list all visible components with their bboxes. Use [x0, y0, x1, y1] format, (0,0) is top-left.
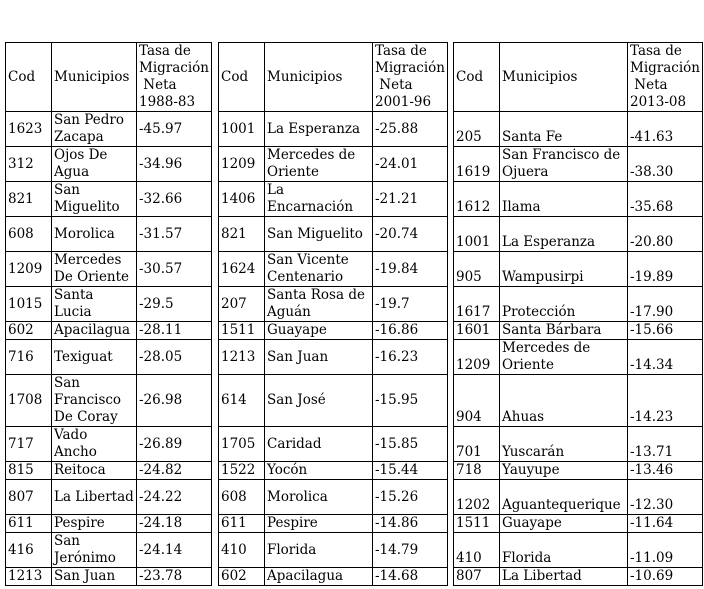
- cell-tasa: -15.66: [628, 322, 703, 340]
- cell-municipio: Apacilagua: [52, 322, 137, 340]
- cell-municipio: Yuscarán: [500, 427, 628, 462]
- cell-cod: 807: [454, 568, 500, 586]
- table-row: [454, 375, 703, 427]
- cell-tasa: -24.82: [137, 462, 212, 480]
- table-row: [454, 252, 703, 287]
- header-tasa-text: Tasa de Migración Neta 2013-08: [630, 43, 700, 110]
- table-row: [6, 322, 212, 340]
- cell-cod: 1511: [454, 515, 500, 533]
- cell-municipio: La Libertad: [500, 568, 628, 586]
- cell-cod: 1001: [219, 112, 265, 147]
- cell-cod: 614: [219, 375, 265, 427]
- table-row: [454, 427, 703, 462]
- table-row: [454, 147, 703, 182]
- cell-municipio: Pespire: [265, 515, 373, 533]
- cell-municipio: Texiguat: [52, 340, 137, 375]
- table-row: [219, 533, 448, 568]
- table-row: [219, 462, 448, 480]
- cell-tasa: -20.80: [628, 217, 703, 252]
- cell-cod: 312: [6, 147, 52, 182]
- cell-cod: 717: [6, 427, 52, 462]
- table-row: [454, 182, 703, 217]
- cell-municipio: Yocón: [265, 462, 373, 480]
- cell-municipio: Vado Ancho: [52, 427, 137, 462]
- table-row: [6, 515, 212, 533]
- table-row: [6, 568, 212, 586]
- cell-cod: 1015: [6, 287, 52, 322]
- cell-tasa: -31.57: [137, 217, 212, 252]
- cell-cod: 602: [6, 322, 52, 340]
- table-row: [219, 375, 448, 427]
- cell-municipio: Guayape: [265, 322, 373, 340]
- cell-municipio: Yauyupe: [500, 462, 628, 480]
- cell-municipio: Santa Lucia: [52, 287, 137, 322]
- header-tasa: [373, 43, 448, 112]
- cell-cod: 701: [454, 427, 500, 462]
- table-row: [219, 252, 448, 287]
- table-row: [6, 427, 212, 462]
- table-row: [219, 322, 448, 340]
- cell-tasa: -19.84: [373, 252, 448, 287]
- cell-cod: 718: [454, 462, 500, 480]
- table-row: [6, 287, 212, 322]
- cell-cod: 821: [6, 182, 52, 217]
- header-municipios: Municipios: [52, 43, 137, 112]
- migration-table-1988-83: [5, 42, 212, 586]
- cell-tasa: -15.95: [373, 375, 448, 427]
- cell-tasa: -24.14: [137, 533, 212, 568]
- cell-municipio: Aguantequerique: [500, 480, 628, 515]
- cell-municipio: San Francisco de Ojuera: [500, 147, 628, 182]
- cell-tasa: -45.97: [137, 112, 212, 147]
- table-row: [454, 217, 703, 252]
- cell-tasa: -14.79: [373, 533, 448, 568]
- table-row: [454, 515, 703, 533]
- cell-municipio: San Francisco De Coray: [52, 375, 137, 427]
- cell-cod: 1612: [454, 182, 500, 217]
- cell-municipio: San Miguelito: [52, 182, 137, 217]
- table-row: [454, 112, 703, 147]
- cell-cod: 1213: [6, 568, 52, 586]
- cell-tasa: -29.5: [137, 287, 212, 322]
- cell-cod: 611: [219, 515, 265, 533]
- cell-municipio: La Esperanza: [500, 217, 628, 252]
- cell-tasa: -11.09: [628, 533, 703, 568]
- cell-municipio: Protección: [500, 287, 628, 322]
- cell-cod: 1001: [454, 217, 500, 252]
- cell-cod: 416: [6, 533, 52, 568]
- cell-tasa: -19.89: [628, 252, 703, 287]
- cell-tasa: -14.34: [628, 340, 703, 375]
- cell-cod: 1511: [219, 322, 265, 340]
- cell-municipio: San Juan: [52, 568, 137, 586]
- cell-cod: 1209: [6, 252, 52, 287]
- cell-municipio: San Juan: [265, 340, 373, 375]
- table-row: [454, 568, 703, 586]
- cell-municipio: Santa Fe: [500, 112, 628, 147]
- table-row: [219, 480, 448, 515]
- cell-municipio: Morolica: [52, 217, 137, 252]
- cell-cod: 207: [219, 287, 265, 322]
- table-row: [6, 480, 212, 515]
- cell-cod: 1619: [454, 147, 500, 182]
- cell-cod: 1202: [454, 480, 500, 515]
- cell-municipio: La Encarnación: [265, 182, 373, 217]
- cell-municipio: Reitoca: [52, 462, 137, 480]
- cell-municipio: Morolica: [265, 480, 373, 515]
- cell-tasa: -14.86: [373, 515, 448, 533]
- cell-tasa: -16.86: [373, 322, 448, 340]
- cell-municipio: San José: [265, 375, 373, 427]
- cell-municipio: Pespire: [52, 515, 137, 533]
- cell-cod: 815: [6, 462, 52, 480]
- cell-tasa: -21.21: [373, 182, 448, 217]
- cell-tasa: -15.85: [373, 427, 448, 462]
- cell-tasa: -20.74: [373, 217, 448, 252]
- cell-tasa: -28.11: [137, 322, 212, 340]
- cell-tasa: -10.69: [628, 568, 703, 586]
- cell-tasa: -38.30: [628, 147, 703, 182]
- header-cod: Cod: [454, 43, 500, 112]
- cell-cod: 821: [219, 217, 265, 252]
- table-row: [454, 322, 703, 340]
- cell-tasa: -12.30: [628, 480, 703, 515]
- table-row: [454, 287, 703, 322]
- cell-municipio: Caridad: [265, 427, 373, 462]
- table-header-row: [6, 43, 212, 112]
- cell-tasa: -32.66: [137, 182, 212, 217]
- cell-cod: 1213: [219, 340, 265, 375]
- table-row: [454, 340, 703, 375]
- cell-municipio: Santa Bárbara: [500, 322, 628, 340]
- table-row: [219, 182, 448, 217]
- table-row: [6, 182, 212, 217]
- cell-municipio: Ahuas: [500, 375, 628, 427]
- cell-tasa: -24.22: [137, 480, 212, 515]
- cell-cod: 1623: [6, 112, 52, 147]
- cell-cod: 1708: [6, 375, 52, 427]
- cell-tasa: -34.96: [137, 147, 212, 182]
- table-header-row: [454, 43, 703, 112]
- cell-tasa: -41.63: [628, 112, 703, 147]
- cell-cod: 716: [6, 340, 52, 375]
- cell-municipio: La Esperanza: [265, 112, 373, 147]
- cell-cod: 602: [219, 568, 265, 586]
- cell-municipio: Apacilagua: [265, 568, 373, 586]
- cell-tasa: -26.89: [137, 427, 212, 462]
- cell-tasa: -28.05: [137, 340, 212, 375]
- cell-cod: 608: [219, 480, 265, 515]
- cell-tasa: -15.44: [373, 462, 448, 480]
- cell-tasa: -24.18: [137, 515, 212, 533]
- cell-cod: 1624: [219, 252, 265, 287]
- table-header-row: [219, 43, 448, 112]
- table-row: [219, 427, 448, 462]
- table-row: [6, 533, 212, 568]
- cell-municipio: Ojos De Agua: [52, 147, 137, 182]
- table-row: [6, 375, 212, 427]
- cell-tasa: -35.68: [628, 182, 703, 217]
- cell-tasa: -16.23: [373, 340, 448, 375]
- header-cod: Cod: [6, 43, 52, 112]
- header-tasa-text: Tasa de Migración Neta 1988-83: [139, 43, 209, 110]
- cell-cod: 205: [454, 112, 500, 147]
- cell-tasa: -14.23: [628, 375, 703, 427]
- table-row: [219, 112, 448, 147]
- cell-tasa: -24.01: [373, 147, 448, 182]
- table-row: [6, 112, 212, 147]
- header-cod: Cod: [219, 43, 265, 112]
- cell-municipio: Wampusirpi: [500, 252, 628, 287]
- table-row: [6, 147, 212, 182]
- cell-tasa: -19.7: [373, 287, 448, 322]
- cell-tasa: -23.78: [137, 568, 212, 586]
- cell-municipio: San Pedro Zacapa: [52, 112, 137, 147]
- cell-tasa: -17.90: [628, 287, 703, 322]
- table-row: [6, 340, 212, 375]
- cell-municipio: San Miguelito: [265, 217, 373, 252]
- cell-tasa: -14.68: [373, 568, 448, 586]
- table-row: [6, 462, 212, 480]
- table-row: [219, 147, 448, 182]
- cell-cod: 904: [454, 375, 500, 427]
- cell-cod: 611: [6, 515, 52, 533]
- header-tasa-text: Tasa de Migración Neta 2001-96: [375, 43, 445, 110]
- table-row: [219, 515, 448, 533]
- cell-cod: 1406: [219, 182, 265, 217]
- cell-cod: 1601: [454, 322, 500, 340]
- table-row: [219, 217, 448, 252]
- header-municipios: Municipios: [500, 43, 628, 112]
- cell-municipio: Santa Rosa de Aguán: [265, 287, 373, 322]
- cell-cod: 608: [6, 217, 52, 252]
- migration-table-2001-96: [218, 42, 448, 586]
- cell-municipio: Ilama: [500, 182, 628, 217]
- cell-cod: 410: [219, 533, 265, 568]
- cell-cod: 1209: [454, 340, 500, 375]
- table-row: [454, 533, 703, 568]
- migration-table-2013-08: [453, 42, 703, 586]
- header-municipios: Municipios: [265, 43, 373, 112]
- cell-municipio: Mercedes De Oriente: [52, 252, 137, 287]
- table-row: [219, 340, 448, 375]
- cell-cod: 410: [454, 533, 500, 568]
- cell-municipio: Mercedes de Oriente: [500, 340, 628, 375]
- header-tasa: [137, 43, 212, 112]
- cell-tasa: -30.57: [137, 252, 212, 287]
- table-row: [454, 480, 703, 515]
- cell-cod: 905: [454, 252, 500, 287]
- table-row: [219, 568, 448, 586]
- table-row: [6, 217, 212, 252]
- cell-tasa: -25.88: [373, 112, 448, 147]
- cell-municipio: San Jerónimo: [52, 533, 137, 568]
- cell-cod: 807: [6, 480, 52, 515]
- cell-municipio: San Vicente Centenario: [265, 252, 373, 287]
- cell-cod: 1705: [219, 427, 265, 462]
- cell-cod: 1617: [454, 287, 500, 322]
- cell-municipio: Florida: [500, 533, 628, 568]
- cell-municipio: Florida: [265, 533, 373, 568]
- header-tasa: [628, 43, 703, 112]
- cell-municipio: Mercedes de Oriente: [265, 147, 373, 182]
- table-row: [219, 287, 448, 322]
- cell-tasa: -11.64: [628, 515, 703, 533]
- cell-cod: 1209: [219, 147, 265, 182]
- table-row: [454, 462, 703, 480]
- table-row: [6, 252, 212, 287]
- cell-tasa: -13.46: [628, 462, 703, 480]
- cell-tasa: -26.98: [137, 375, 212, 427]
- cell-tasa: -15.26: [373, 480, 448, 515]
- cell-cod: 1522: [219, 462, 265, 480]
- cell-municipio: La Libertad: [52, 480, 137, 515]
- cell-municipio: Guayape: [500, 515, 628, 533]
- cell-tasa: -13.71: [628, 427, 703, 462]
